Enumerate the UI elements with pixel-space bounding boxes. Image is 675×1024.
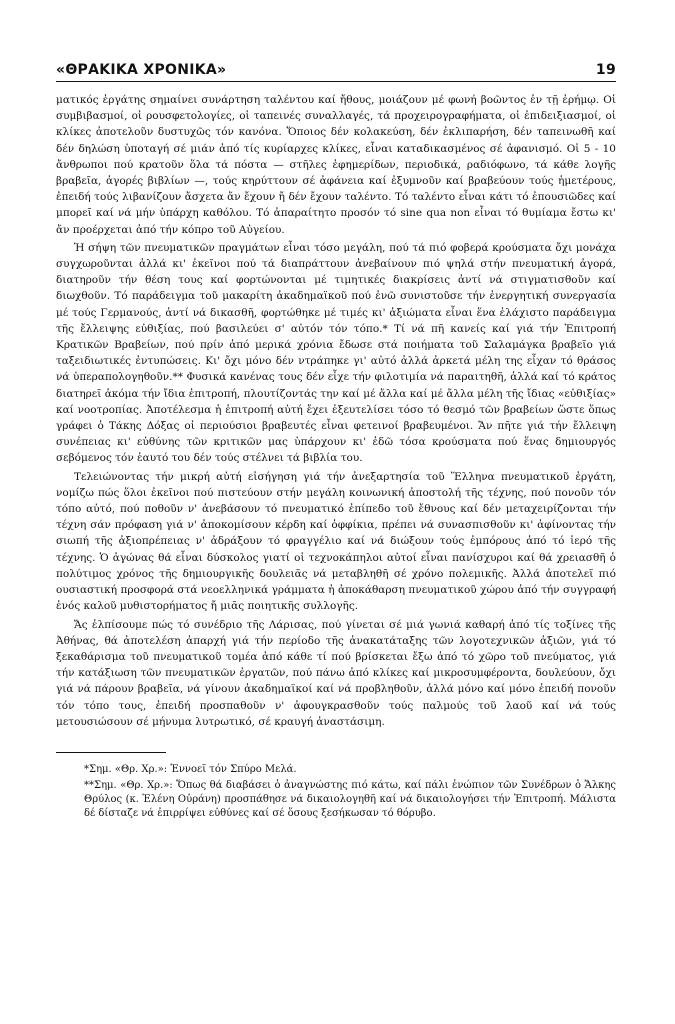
footnotes [56,763,616,821]
footnote-separator [56,752,166,753]
page-number: 19 [595,62,616,78]
journal-page [56,56,616,1006]
paragraph: ματικός ἐργάτης σημαίνει συνάρτηση ταλέντου καί ἤθους, μοιάζουν μέ φωνή βοῶντος ἐν τῇ ἐρήμῳ. Οἱ συμβιβασμοί, οἱ ρουσφετολογίες, οἱ ταπεινές συναλλαγές, τά προχειρογραφήματα, οἱ ἐπιδειξιασμοί, οἱ κλίκες ἀποτελοῦν δυστυχῶς τόν κανόνα. Ὅποιος δέν κολακεύση, δέν ἐκλιπαρήση, δέν ταπεινωθῆ καί δέν δηλώση ὑποταγή σέ μιάν ἀπό τίς κυρίαρχες κλίκες, εἶναι καταδικασμένος σέ ἀφανισμό. Οἱ 5 - 10 ἄνθρωποι πού κρατοῦν ὅλα τά πόστα — στῆλες ἐφημερίδων, περιοδικά, ραδιόφωνο, τά κάθε λογῆς βραβεῖα, ἀγορές βιβλίων —, τούς κηρύττουν σέ ἀφάνεια καί ἐξυμνοῦν καί βραβεύουν τούς ἡμετέρους, ἐπειδή τούς λιβανίζουν ἄσχετα ἄν ἔχουν ἤ δέν ἔχουν ταλέντο. Τό ταλέντο εἶναι κάτι τό ἐπουσιῶδες καί μπορεῖ καί νά μήν ὑπάρχη καθόλου. Τό ἀπαραίτητο προσόν τό sine qua non εἶναι τό θυμίαμα ἔστω κι' ἄν προέρχεται ἀπό τήν κόπρο τοῦ Αὐγείου. [56,94,616,236]
journal-title: «ΘΡΑΚΙΚΑ ΧΡΟΝΙΚΑ» [56,62,227,78]
footnote: **Σημ. «Θρ. Χρ.»: Ὅπως θά διαβάσει ὁ ἀναγνώστης πιό κάτω, καί πάλι ἐνώπιον τῶν Συνέδρων ὁ Ἄλκης Θρύλος (κ. Ἑλένη Οὐράνη) προσπάθησε νά δικαιολογηθῆ καί νά δικαιολογήσει τήν Ἐπιτροπή. Μάλιστα δέ δίσταζε νά ἐπιρρίψει εὐθύνες καί σέ ὅσους ξεσήκωσαν τό θόρυβο. [84,779,616,819]
paragraph: Τελειώνοντας τήν μικρή αὐτή εἰσήγηση γιά τήν ἀνεξαρτησία τοῦ Ἕλληνα πνευματικοῦ ἐργάτη, νομίζω πώς ὅλοι ἐκεῖνοι πού πιστεύουν στήν μεγάλη κοινωνική ἀποστολή τῆς τέχνης, πού πονοῦν τόν τόπο αὐτό, πού ποθοῦν ν' ἀνεβάσουν τό πνευματικό ἐπίπεδο τοῦ ἔθνους καί δέν μεταχειρίζονται τήν τέχνη σάν πρόφαση γιά ν' ἀποκομίσουν κέρδη καί ὀφφίκια, πρέπει νά συνασπισθοῦν κι' ἀφίνοντας τήν σιωπή τῆς ἀξιοπρέπειας ν' ἀδράξουν τό φραγγέλιο καί νά διώξουν τούς ἐμπόρους ἀπό τό ἱερό τῆς τέχνης. Ὁ ἀγώνας θά εἶναι δύσκολος γιατί οἱ τεχνοκάπηλοι αὐτοί εἶναι πανίσχυροι καί θά χρειασθῆ ὁ πολύτιμος χρόνος τῆς δημιουργικῆς δουλειᾶς νά μεταβληθῆ σέ χρόνο πολεμικῆς. Ἀλλά ἀποτελεῖ πιό ουσιαστική προσφορά στά νεοελληνικά γράμματα ἡ ἀποκάθαρση πνευματικοῦ χώρου ἀπό τήν συγγραφή ἑνός καλοῦ μυθιστορήματος ἤ μιᾶς ποιητικῆς συλλογῆς. [56,470,616,613]
paragraph: Ἄς ἐλπίσουμε πώς τό συνέδριο τῆς Λάρισας, πού γίνεται σέ μιά γωνιά καθαρή ἀπό τίς τοξίνες τῆς Ἀθήνας, θά ἀποτελέση ἀπαρχή γιά τήν περίοδο τῆς ἀνακατάταξης τῶν λογοτεχνικῶν ἀξιῶν, γιά τό ξεκαθάρισμα τοῦ πνευματικοῦ τομέα ἀπό κάθε τί πού βρίσκεται ἔξω ἀπό τό χῶρο τοῦ πνεύματος, γιά τήν κατάξιωση τῶν πνευματικῶν ἐργατῶν, πού πάνω ἀπό κλίκες καί μικροσυμφέροντα, δουλεύουν, ὄχι γιά νά πάρουν βραβεῖα, νά γίνουν ἀκαδημαϊκοί καί νά προβληθοῦν, ἀλλά μόνο καί μόνο ἐπειδή πονοῦν τόν τόπο τους, ἐπειδή προσπαθοῦν ν' ἀφουγκρασθοῦν τούς παλμούς τοῦ λαοῦ καί νά τούς μετουσιώσουν σέ μήνυμα λυτρωτικό, σέ κραυγή ἀναστάσιμη. [56,618,616,728]
paragraph: Ἡ σήψη τῶν πνευματικῶν πραγμάτων εἶναι τόσο μεγάλη, πού τά πιό φοβερά κρούσματα ὄχι μονάχα συγχωροῦνται ἀλλά κι' ἐκεῖνοι πού τά διαπράττουν ἀνεβαίνουν πιό ψηλά στήν πνευματική ἀγορά, διατηροῦν τήν θέση τους καί φορτώνονται μέ τιμητικές διακρίσεις ἀντί νά στιγματισθοῦν καί διωχθοῦν. Τό παράδειγμα τοῦ μακαρίτη ἀκαδημαϊκοῦ πού ἐνῶ συνιστοῦσε τήν ἐνεργητική συνεργασία μέ τούς Γερμανούς, ἀντί νά δικασθῆ, φορτώθηκε μέ τιμές κι' ἀξιώματα εἶναι ἕνα ἐλάχιστο παράδειγμα τῆς ἔλλειψης εὐθιξίας, πού βασιλεύει σ' αὐτόν τόν τόπο.* Τί νά πῆ κανείς καί γιά τήν Ἐπιτροπή Κρατικῶν Βραβείων, πού πρίν ἀπό μερικά χρόνια ἔδωσε στά ποιήματα τοῦ Σαλαμάγκα βραβεῖο γιά ταξειδιωτικές ἐντυπώσεις. Κι' ὄχι μόνο δέν ντράπηκε γι' αὐτό ἀλλά ἀρκετά μέλη της εἶχαν τό θράσος νά ὑπεραπολογηθοῦν.** Φυσικά κανένας τους δέν εἶχε τήν φιλοτιμία νά παραιτηθῆ, ἀλλά καί τό κράτος διατηρεῖ ἀκόμα τήν ἴδια ἐπιτροπή, πλουτίζοντάς την καί μέ ἄλλα καί μέ ἄλλα μέλη τῆς ἴδιας «εὐθιξίας» καί νοοτροπίας. Ἀποτέλεσμα ἡ ἐπιτροπή αὐτή ἔχει ἐξευτελίσει τόσο τό θεσμό τῶν βραβείων ὥστε ὅπως γράφει ὁ Τάκης Δόξας οἱ περιούσιοι βραβευτές εἶναι φετεινοί βραβευμένοι. Ἄν πῆτε γιά τήν ἔλλειψη συνέπειας κι' εὐθύνης τῶν κριτικῶν μας ὑπάρχουν κι' ἐδῶ τόσα κρούσματα πού ἕνας δημιουργός σεβόμενος τόν ἑαυτό του δέν τούς στέλνει τά βιβλία του. [56,241,616,465]
footnote: *Σημ. «Θρ. Χρ.»: Ἐννοεῖ τόν Σπύρο Μελά. [84,763,297,775]
header-rule [56,81,616,82]
page-header [56,56,616,78]
article-body [56,92,616,730]
